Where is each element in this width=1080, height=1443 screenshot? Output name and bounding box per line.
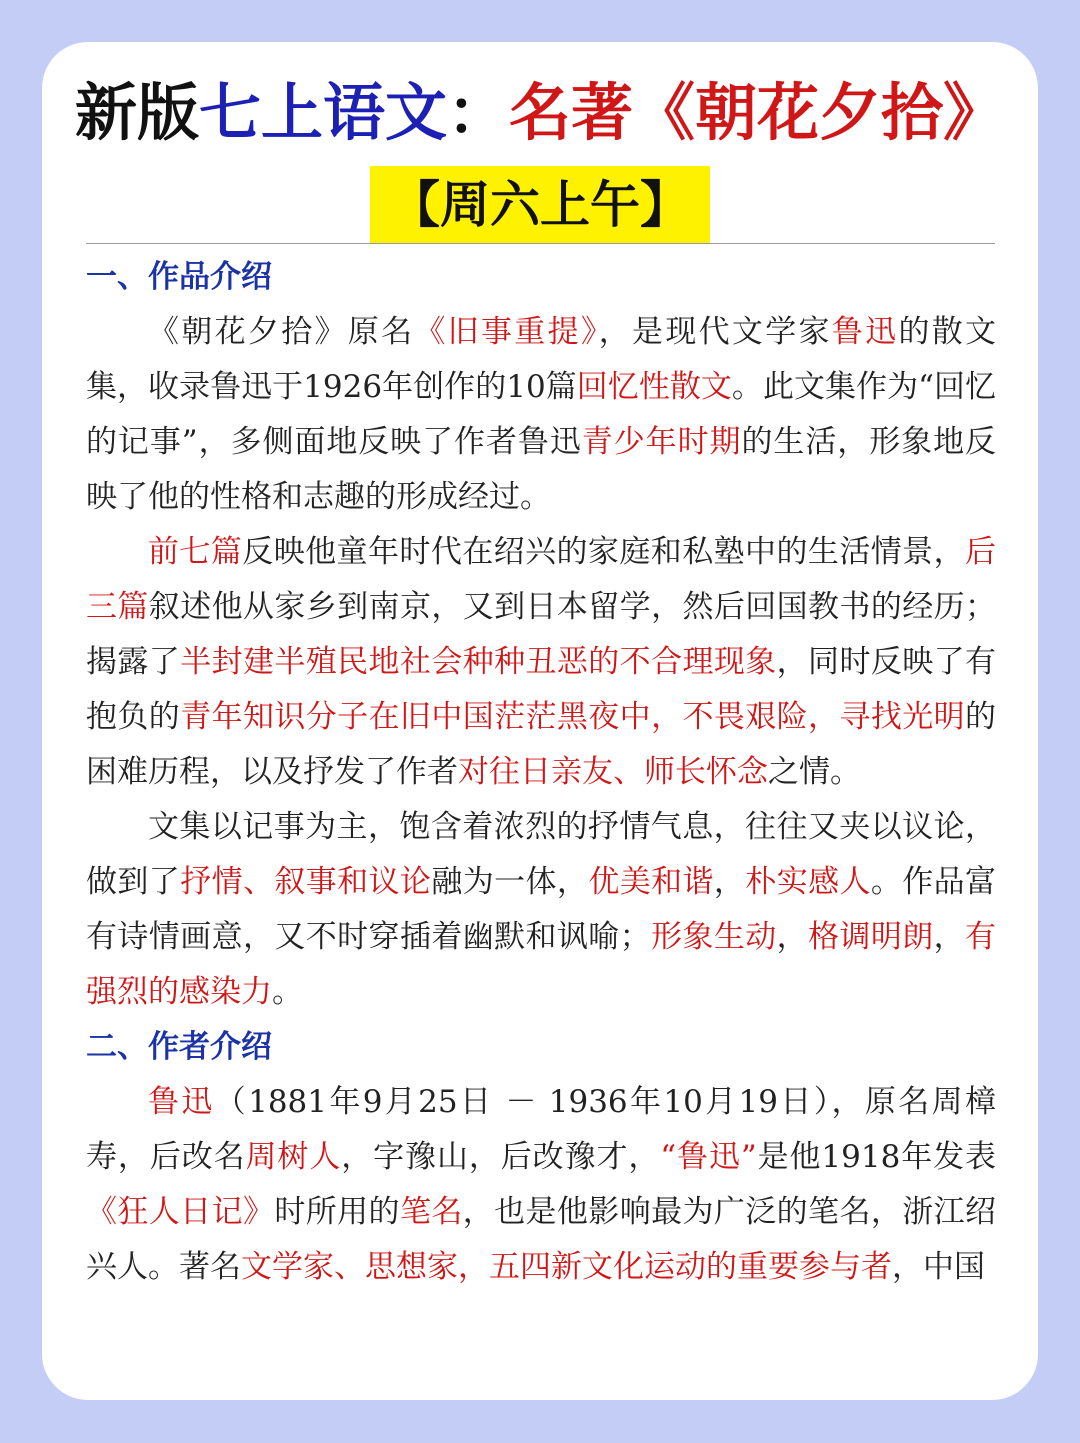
paragraph [86, 305, 996, 525]
highlighted-text: 笔名 [399, 1194, 463, 1230]
body-text: 《朝花夕拾》原名 [148, 314, 415, 350]
body-text: 反映他童年时代在绍兴的家庭和私塾中的生活情景， [242, 534, 966, 570]
title-grade-subject: 七上语文 [198, 76, 447, 149]
body-text: 的散文集，收录鲁迅于1926年创作的10篇 [86, 314, 997, 405]
highlighted-text: 优美和谐 [588, 864, 714, 900]
body-text: 文集以记事为主，饱含着浓烈的抒情气息，往往又夹以议论，做到了 [86, 809, 996, 900]
page-title [0, 70, 1080, 156]
highlighted-text: 前七篇 [148, 534, 243, 570]
highlighted-text: 对往日亲友、师长怀念 [458, 754, 768, 790]
body-text: 是他1918年发表 [756, 1139, 997, 1175]
title-colon: ： [447, 76, 510, 149]
title-edition: 新版 [74, 76, 199, 149]
body-text: 。此文集作为“回忆的记事”，多侧面地反映了作者鲁迅 [86, 369, 997, 460]
section-heading: 一、作品介绍 [86, 259, 272, 295]
subtitle-badge: 【周六上午】 [370, 166, 710, 244]
body-text: ， [933, 919, 966, 955]
highlighted-text: 抒情、叙事和议论 [180, 864, 432, 900]
highlighted-text: 形象生动 [650, 919, 777, 955]
body-text: ，中国 [892, 1249, 985, 1285]
section-heading: 二、作者介绍 [86, 1029, 272, 1065]
body-text: 之情。 [768, 754, 861, 790]
paragraph [86, 525, 996, 800]
paragraph [86, 1075, 996, 1295]
highlighted-text: 后三篇 [86, 534, 997, 625]
body-text: ，字豫山，后改豫才， [341, 1139, 661, 1175]
highlighted-text: 有强烈的感染力 [86, 919, 997, 1010]
highlighted-text: 青年知识分子在旧中国茫茫黑夜中，不畏艰险，寻找光明 [180, 699, 966, 735]
highlighted-text: 鲁迅 [831, 314, 899, 350]
highlighted-text: “鲁迅” [660, 1139, 757, 1175]
section-author-intro [86, 1020, 996, 1295]
title-book: 名著《朝花夕拾》 [509, 76, 1006, 149]
subtitle-wrap [0, 166, 1080, 244]
body-text: （1881年9月25日 － 1936年10月19日），原名周樟寿，后改名 [86, 1084, 997, 1175]
highlighted-text: 《旧事重提》 [414, 314, 599, 350]
highlighted-text: 文学家、思想家，五四新文化运动的重要参与者 [241, 1249, 892, 1285]
divider [86, 243, 995, 244]
body-text: 。作品富有诗情画意，又不时穿插着幽默和讽喻； [86, 864, 997, 955]
body-text: ，是现代文学家 [598, 314, 832, 350]
highlighted-text: 半封建半殖民地社会种种丑恶的不合理现象 [180, 644, 777, 680]
body-text: 的困难历程，以及抒发了作者 [86, 699, 997, 790]
body-text: 融为一体， [431, 864, 589, 900]
highlighted-text: 朴实感人 [745, 864, 871, 900]
highlighted-text: 回忆性散文 [576, 369, 732, 405]
paragraph [86, 800, 996, 1020]
highlighted-text: 格调明朗 [808, 919, 934, 955]
body-text: 时所用的 [274, 1194, 400, 1230]
highlighted-text: 周树人 [245, 1139, 342, 1175]
highlighted-text: 《狂人日记》 [86, 1194, 275, 1230]
section-work-intro [86, 250, 996, 1020]
body-text: ，同时反映了有抱负的 [86, 644, 997, 735]
highlighted-text: 青少年时期 [581, 424, 742, 460]
body-text: ， [776, 919, 809, 955]
body-text: 叙述他从家乡到南京，又到日本留学，然后回国教书的经历；揭露了 [86, 589, 997, 680]
body-text: 的生活，形象地反映了他的性格和志趣的形成经过。 [86, 424, 997, 515]
body-text: ， [713, 864, 746, 900]
highlighted-text: 鲁迅 [148, 1084, 215, 1120]
article-body [86, 250, 996, 1295]
body-text: ，也是他影响最为广泛的笔名，浙江绍兴人。著名 [86, 1194, 997, 1285]
body-text: 。 [272, 974, 303, 1010]
